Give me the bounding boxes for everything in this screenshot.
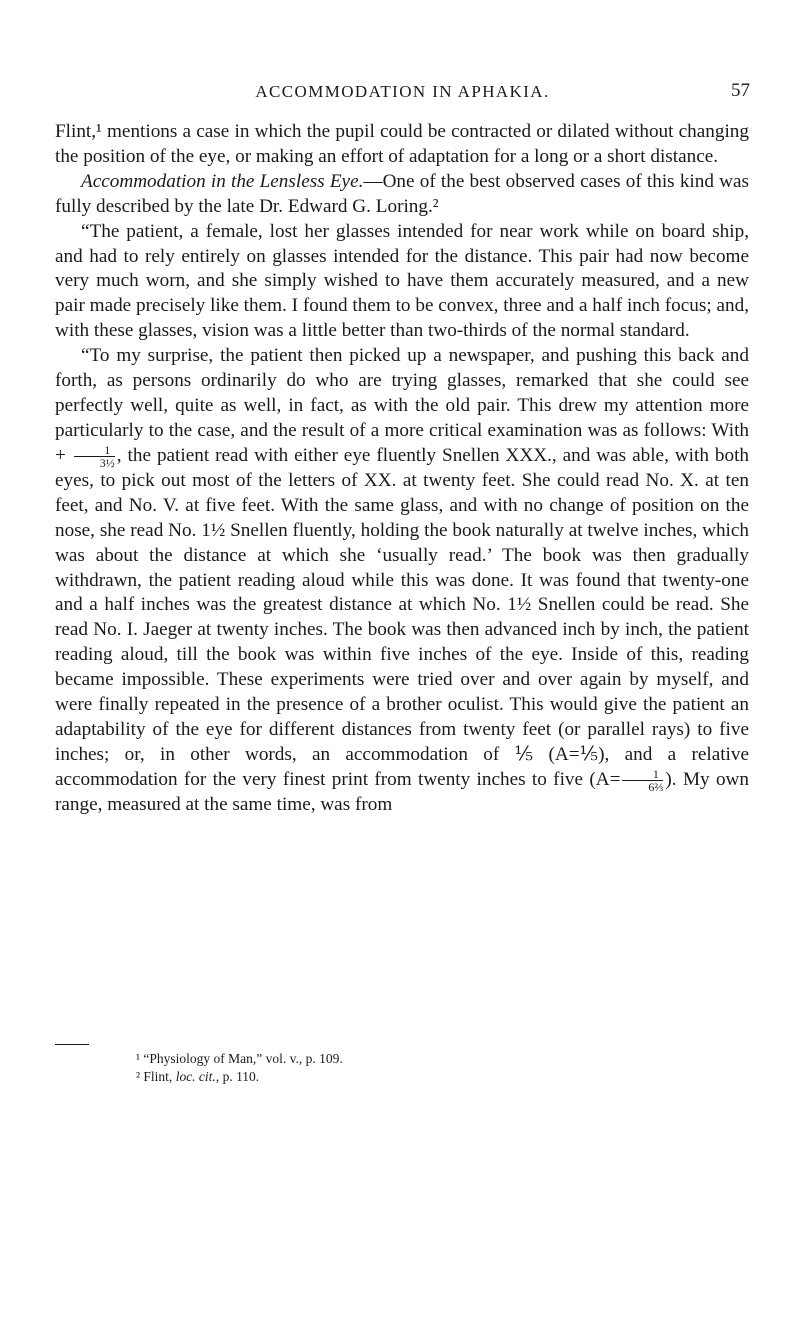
section-heading: Accommodation in the Lensless Eye. <box>81 170 364 192</box>
footnotes <box>136 1050 343 1086</box>
footnote-2-b: , p. 110. <box>215 1069 260 1084</box>
running-head <box>55 82 750 112</box>
fraction-numerator: 1 <box>74 444 115 457</box>
footnote-2-italic: loc. cit. <box>175 1069 216 1084</box>
paragraph-3: “The patient, a female, lost her glasses intended for near work while on board ship, and had to rely entirely on glasses intended for the distance. This pair had now become very much worn, and she simply wished to have them accurately measured, and a new pair made precisely like them. I found them to be convex, three and a half inch focus; and, with these glasses, vision was a little better than two-thirds of the normal standard. <box>55 220 749 342</box>
page-number: 57 <box>731 80 750 101</box>
paragraph-2 <box>55 170 749 220</box>
footnote-2 <box>136 1068 343 1086</box>
accommodation-fraction <box>622 768 663 793</box>
lens-power-fraction <box>74 444 115 469</box>
fraction-denominator: 3½ <box>99 455 115 470</box>
paragraph-1: Flint,¹ mentions a case in which the pupil could be contracted or dilated without changing the position of the eye, or making an effort of adaptation for a long or a short distance. <box>55 121 749 167</box>
paragraph-4-part-b: , the patient read with either eye fluently Snellen XXX., and was able, with both eyes, to pick out most of the letters of XX. at twenty feet. She could read No. X. at ten feet, and No. V. at five feet. With the same glass, and with no change of position on the nose, she read No. 1½ Snellen fluently, holding the book naturally at twelve inches, which was about the distance at which she ‘usually read.’ The book was then gradually withdrawn, the patient reading aloud while this was done. It was found that twenty-one and a half inches was the greatest distance at which No. 1½ Snellen could be read. She read No. I. Jaeger at twenty inches. The book was then advanced inch by inch, the patient reading aloud, till the book was within five inches of the eye. Inside of this, reading became impossible. These experiments were tried over and over again by myself, and were finally repeated in the presence of a brother oculist. This would give the patient an adaptability of the eye for different distances from twenty feet (or parallel rays) to five inches; or, in other words, an accommodation of ⅕ (A=⅕), and a relative accommodation for the very finest print from twenty inches to five (A= <box>55 444 750 790</box>
fraction-numerator: 1 <box>622 768 663 781</box>
footnote-1: ¹ “Physiology of Man,” vol. v., p. 109. <box>136 1051 343 1066</box>
paragraph-4 <box>55 344 749 818</box>
paragraph-4-part-a: “To my surprise, the patient then picked up a newspaper, and pushing this back and forth, as persons ordinarily do who are trying glasses, remarked that she could see perfectly well, quite as well, in fact, as with the old pair. This drew my attention more particularly to the case, and the result of a more critical examination was as follows: With + <box>55 345 749 466</box>
paragraph-2-text: —One of the best observed cases of this kind was fully described by the late Dr. Edward G. Loring.² <box>55 170 749 217</box>
footnote-2-a: ² Flint, <box>136 1069 176 1084</box>
fraction-denominator: 6⅔ <box>648 779 664 794</box>
running-title: ACCOMMODATION IN APHAKIA. <box>255 82 550 101</box>
footnote-rule <box>55 1044 89 1045</box>
body-text <box>55 120 749 818</box>
paragraph-4-part-c: ). My own range, measured at the same time, was from <box>55 768 749 815</box>
